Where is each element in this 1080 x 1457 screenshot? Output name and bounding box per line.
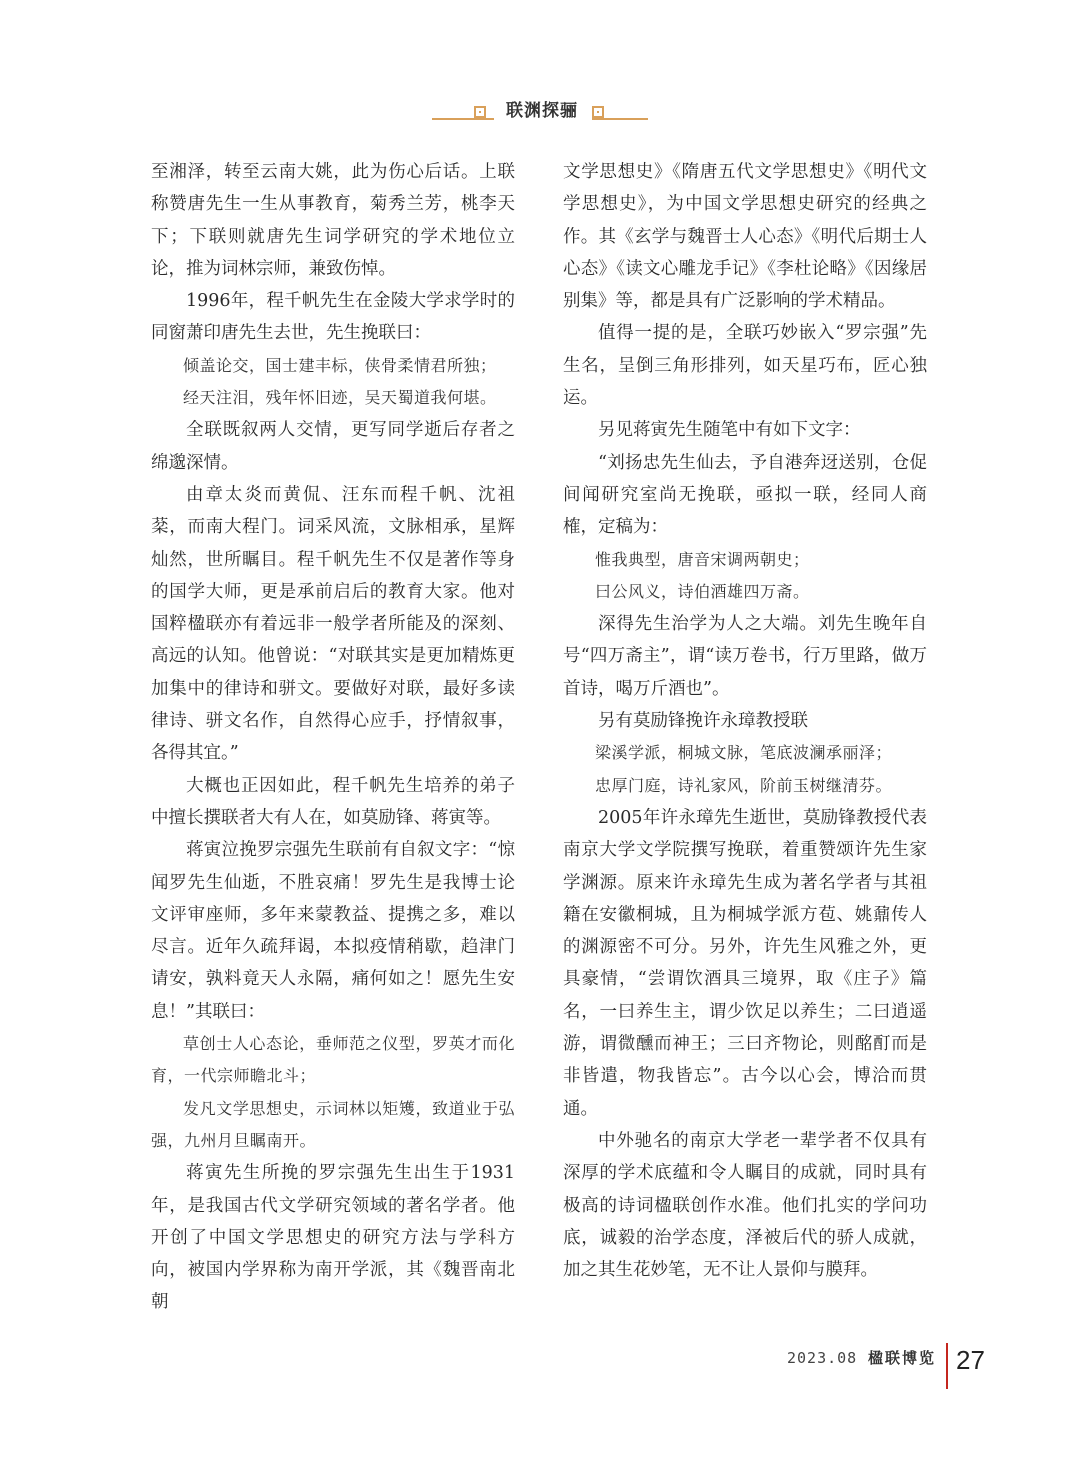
page-footer	[0, 1343, 1080, 1393]
paragraph: 中外驰名的南京大学老一辈学者不仅具有深厚的学术底蕴和令人瞩目的成就，同时具有极高的诗词楹联创作水准。他们扎实的学问功底，诚毅的治学态度，泽被后代的骄人成就，加之其生花妙笔，无不让人景仰与膜拜。	[563, 1130, 927, 1281]
left-column	[151, 156, 515, 1319]
running-header	[0, 98, 1080, 128]
paragraph: 另有莫励锋挽许永璋教授联	[598, 711, 808, 732]
page-number: 27	[956, 1345, 985, 1375]
couplet-line: 忠厚门庭，诗礼家风，阶前玉树继清芬。	[595, 775, 893, 795]
paragraph: 至湘泽，转至云南大姚，此为伤心后话。上联称赞唐先生一生从事教育，菊秀兰芳，桃李天下；下联则就唐先生词学研究的学术地位立论，推为词林宗师，兼致伤悼。	[151, 162, 515, 279]
paragraph: 文学思想史》《隋唐五代文学思想史》《明代文学思想史》，为中国文学思想史研究的经典之作。其《玄学与魏晋士人心态》《明代后期士人心态》《读文心雕龙手记》《李杜论略》《因缘居别集》等，都是具有广泛影响的学术精品。	[563, 162, 927, 312]
section-title: 联渊探骊	[506, 101, 578, 121]
couplet-line: 发凡文学思想史，示词林以矩矱，致道业于弘强，九州月旦瞩南开。	[151, 1098, 515, 1150]
paragraph: “刘扬忠先生仙去，予自港奔迓送别，仓促间闻研究室尚无挽联，亟拟一联，经同人商榷，定稿为：	[563, 452, 927, 538]
magazine-name: 楹联博览	[868, 1349, 937, 1367]
paragraph: 大概也正因如此，程千帆先生培养的弟子中擅长撰联者大有人在，如莫励锋、蒋寅等。	[151, 775, 515, 828]
header-rule-right	[592, 118, 648, 120]
couplet-line: 曰公风义，诗伯酒雄四万斋。	[595, 581, 810, 601]
paragraph: 1996年，程千帆先生在金陵大学求学时的同窗萧印唐先生去世，先生挽联曰：	[151, 291, 515, 344]
paragraph: 全联既叙两人交情，更写同学逝后存者之绵邈深情。	[151, 420, 515, 473]
couplet-line: 草创士人心态论，垂师范之仪型，罗英才而化育，一代宗师瞻北斗；	[151, 1034, 515, 1086]
header-rule-left	[432, 118, 494, 120]
couplet-line: 倾盖论交，国士建丰标，侠骨柔情君所独；	[183, 355, 497, 375]
paragraph: 另见蒋寅先生随笔中有如下文字：	[598, 420, 861, 441]
paragraph: 蒋寅先生所挽的罗宗强先生出生于1931年，是我国古代文学研究领域的著名学者。他开创了中国文学思想史的研究方法与学科方向，被国内学界称为南开学派，其《魏晋南北朝	[151, 1163, 515, 1313]
issue-date: 2023.08	[787, 1349, 858, 1367]
header-ornament-left-icon	[474, 106, 486, 118]
couplet-line: 惟我典型，唐音宋调两朝史；	[595, 549, 810, 569]
couplet-line: 经天注泪，残年怀旧迹，吴天蜀道我何堪。	[183, 388, 497, 408]
paragraph: 值得一提的是，全联巧妙嵌入“罗宗强”先生名，呈倒三角形排列，如天星巧布，匠心独运。	[563, 323, 927, 409]
footer-divider	[946, 1343, 948, 1389]
right-column	[563, 156, 927, 1286]
couplet-line: 梁溪学派，桐城文脉，笔底波澜承丽泽；	[595, 743, 893, 763]
paragraph: 蒋寅泣挽罗宗强先生联前有自叙文字：“惊闻罗先生仙逝，不胜哀痛！罗先生是我博士论文评审座师，多年来蒙教益、提携之多，难以尽言。近年久疏拜谒，本拟疫情稍歇，趋津门请安，孰料竟天人永隔，痛何如之！愿先生安息！”其联曰：	[151, 840, 515, 1022]
paragraph: 2005年许永璋先生逝世，莫励锋教授代表南京大学文学院撰写挽联，着重赞颂许先生家学渊源。原来许永璋先生成为著名学者与其祖籍在安徽桐城，且为桐城学派方苞、姚鼐传人的渊源密不可分。另外，许先生风雅之外，更具豪情，“尝谓饮酒具三境界，取《庄子》篇名，一曰养生主，谓少饮足以养生；二曰逍遥游，谓微醺而神王；三曰齐物论，则酩酊而是非皆遣，物我皆忘”。古今以心会，博洽而贯通。	[563, 807, 927, 1119]
paragraph: 由章太炎而黄侃、汪东而程千帆、沈祖棻，而南大程门。词采风流，文脉相承，星辉灿然，世所瞩目。程千帆先生不仅是著作等身的国学大师，更是承前启后的教育大家。他对国粹楹联亦有着远非一般学者所能及的深刻、高远的认知。他曾说：“对联其实是更加精炼更加集中的律诗和骈文。要做好对联，最好多读律诗、骈文名作，自然得心应手，抒情叙事，各得其宜。”	[151, 484, 515, 764]
header-ornament-right-icon	[592, 106, 604, 118]
paragraph: 深得先生治学为人之大端。刘先生晚年自号“四万斋主”，谓“读万卷书，行万里路，做万首诗，喝万斤酒也”。	[563, 614, 927, 699]
